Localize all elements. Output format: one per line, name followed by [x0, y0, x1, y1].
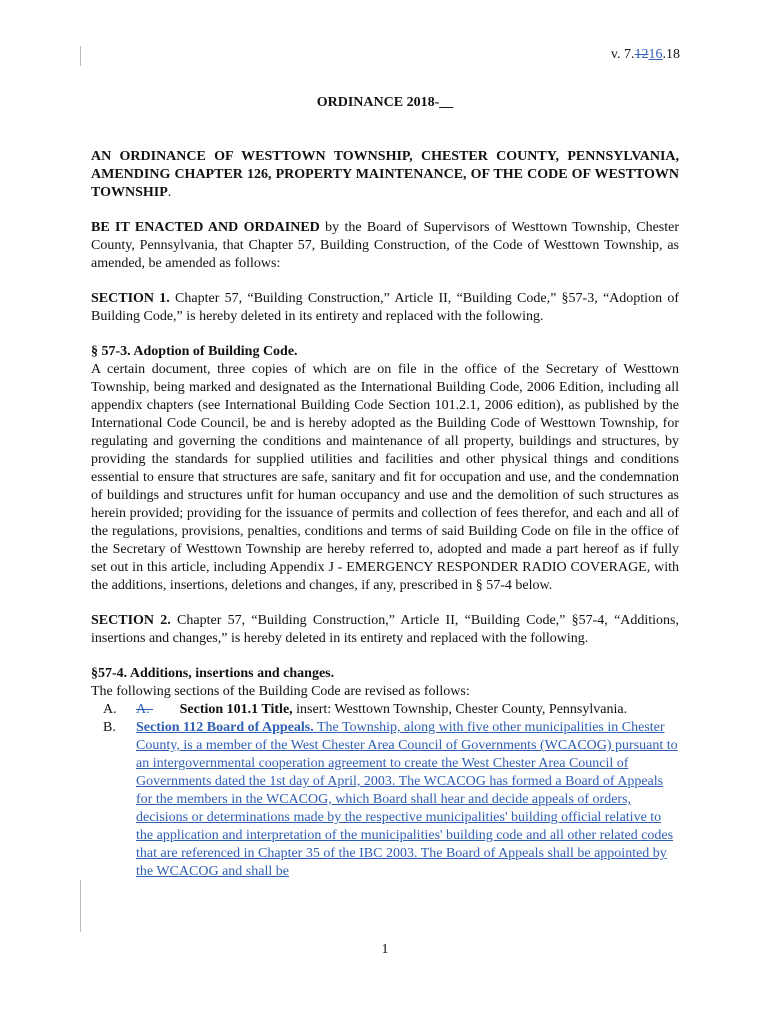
item-bold: Section 112 Board of Appeals.: [136, 720, 314, 735]
caption-text: AN ORDINANCE OF WESTTOWN TOWNSHIP, CHESTER COUNTY, PENNSYLVANIA, AMENDING CHAPTER 126, PROPERTY MAINTENANCE, OF THE CODE OF WESTTOWN TOWNSHIP: [91, 149, 679, 200]
deleted-tab: [150, 701, 180, 719]
section-2: [91, 612, 679, 648]
version-inserted: 16: [648, 47, 663, 62]
section-57-4: [91, 665, 679, 881]
version-prefix: v. 7.: [610, 47, 635, 62]
list-item-number: A.: [103, 702, 117, 717]
caption-end: .: [167, 185, 172, 200]
list-item-text: [136, 701, 679, 719]
section-2-label: SECTION 2.: [91, 613, 171, 628]
section-57-4-intro: The following sections of the Building Code are revised as follows:: [91, 684, 470, 699]
enacting-text: by the Board of Supervisors of Westtown Township, Chester County, Pennsylvania, that Chapter 57, Building Construction, of the Code of Westtown Township, as amended, be amended as follows:: [91, 220, 679, 271]
list-item: [91, 701, 679, 719]
section-57-3-body: A certain document, three copies of which are on file in the office of the Secretary of Westtown Township, being marked and designated as the International Building Code, 2006 Edition, including all appendix chapters (see International Building Code Section 101.2.1, 2006 edition), as published by the International Code Council, be and is hereby adopted as the Building Code of Westtown Township, for regulating and governing the conditions and maintenance of all property, buildings and structures, by providing the standards for supplied utilities and facilities and other physical things and conditions essential to ensure that structures are safe, sanitary and fit for occupation and use, and the condemnation of buildings and structures unfit for human occupancy and use and the demolition of such structures as herein provided; providing for the issuance of permits and collection of fees therefor, and each and all of the regulations, provisions, penalties, conditions and terms of said Building Code on file in the office of the Secretary of Westtown Township are hereby referred to, adopted and made a part hereof as if fully set out in this article, including Appendix J - EMERGENCY RESPONDER RADIO COVERAGE, with the additions, insertions, deletions and changes, if any, prescribed in § 57-4 below.: [91, 362, 679, 593]
section-57-3: [91, 343, 679, 595]
list-item: [91, 719, 679, 881]
section-1-label: SECTION 1.: [91, 291, 170, 306]
revision-list: [91, 701, 679, 881]
section-2-text: Chapter 57, “Building Construction,” Article II, “Building Code,” §57-4, “Additions, insertions and changes,” is hereby deleted in its entirety and replaced with the following.: [91, 613, 680, 646]
list-item-text-inserted: [136, 719, 679, 881]
enacting-clause: [91, 219, 679, 273]
change-bar: [80, 880, 81, 932]
item-text: The Township, along with five other municipalities in Chester County, is a member of the West Chester Area Council of Governments (WCACOG) pursuant to an intergovernmental cooperation agreement to create the West Chester Area Council of Governments dated the 1st day of April, 2003. The WCACOG has formed a Board of Appeals for the members in the WCACOG, which Board shall hear and decide appeals of orders, decisions or determinations made by the respective municipalities' building official relative to the application and interpretation of the municipalities' building code and all other related codes that are referenced in Chapter 35 of the IBC 2003. The Board of Appeals shall be appointed by the WCACOG and shall be: [136, 720, 678, 879]
section-57-4-heading: §57-4. Additions, insertions and changes.: [91, 666, 335, 681]
section-57-3-heading: § 57-3. Adoption of Building Code.: [91, 344, 298, 359]
version-suffix: .18: [662, 47, 680, 62]
document-body: [91, 148, 679, 881]
item-bold: Section 101.1 Title,: [179, 702, 293, 717]
margin-marker: [80, 46, 81, 66]
page-number: 1: [381, 942, 389, 957]
section-1: [91, 290, 679, 326]
list-item-number: B.: [103, 720, 116, 735]
ordinance-caption: [91, 148, 679, 202]
section-1-text: Chapter 57, “Building Construction,” Article II, “Building Code,” §57-3, “Adoption of Building Code,” is hereby deleted in its entirety and replaced with the following.: [91, 291, 679, 324]
version-label: [611, 46, 680, 64]
version-deleted: 12: [634, 47, 649, 62]
enacting-bold: BE IT ENACTED AND ORDAINED: [91, 220, 320, 235]
item-text: insert: Westtown Township, Chester County, Pennsylvania.: [292, 702, 628, 717]
ordinance-title: ORDINANCE 2018-__: [316, 95, 454, 110]
deleted-text: A.: [136, 702, 150, 717]
